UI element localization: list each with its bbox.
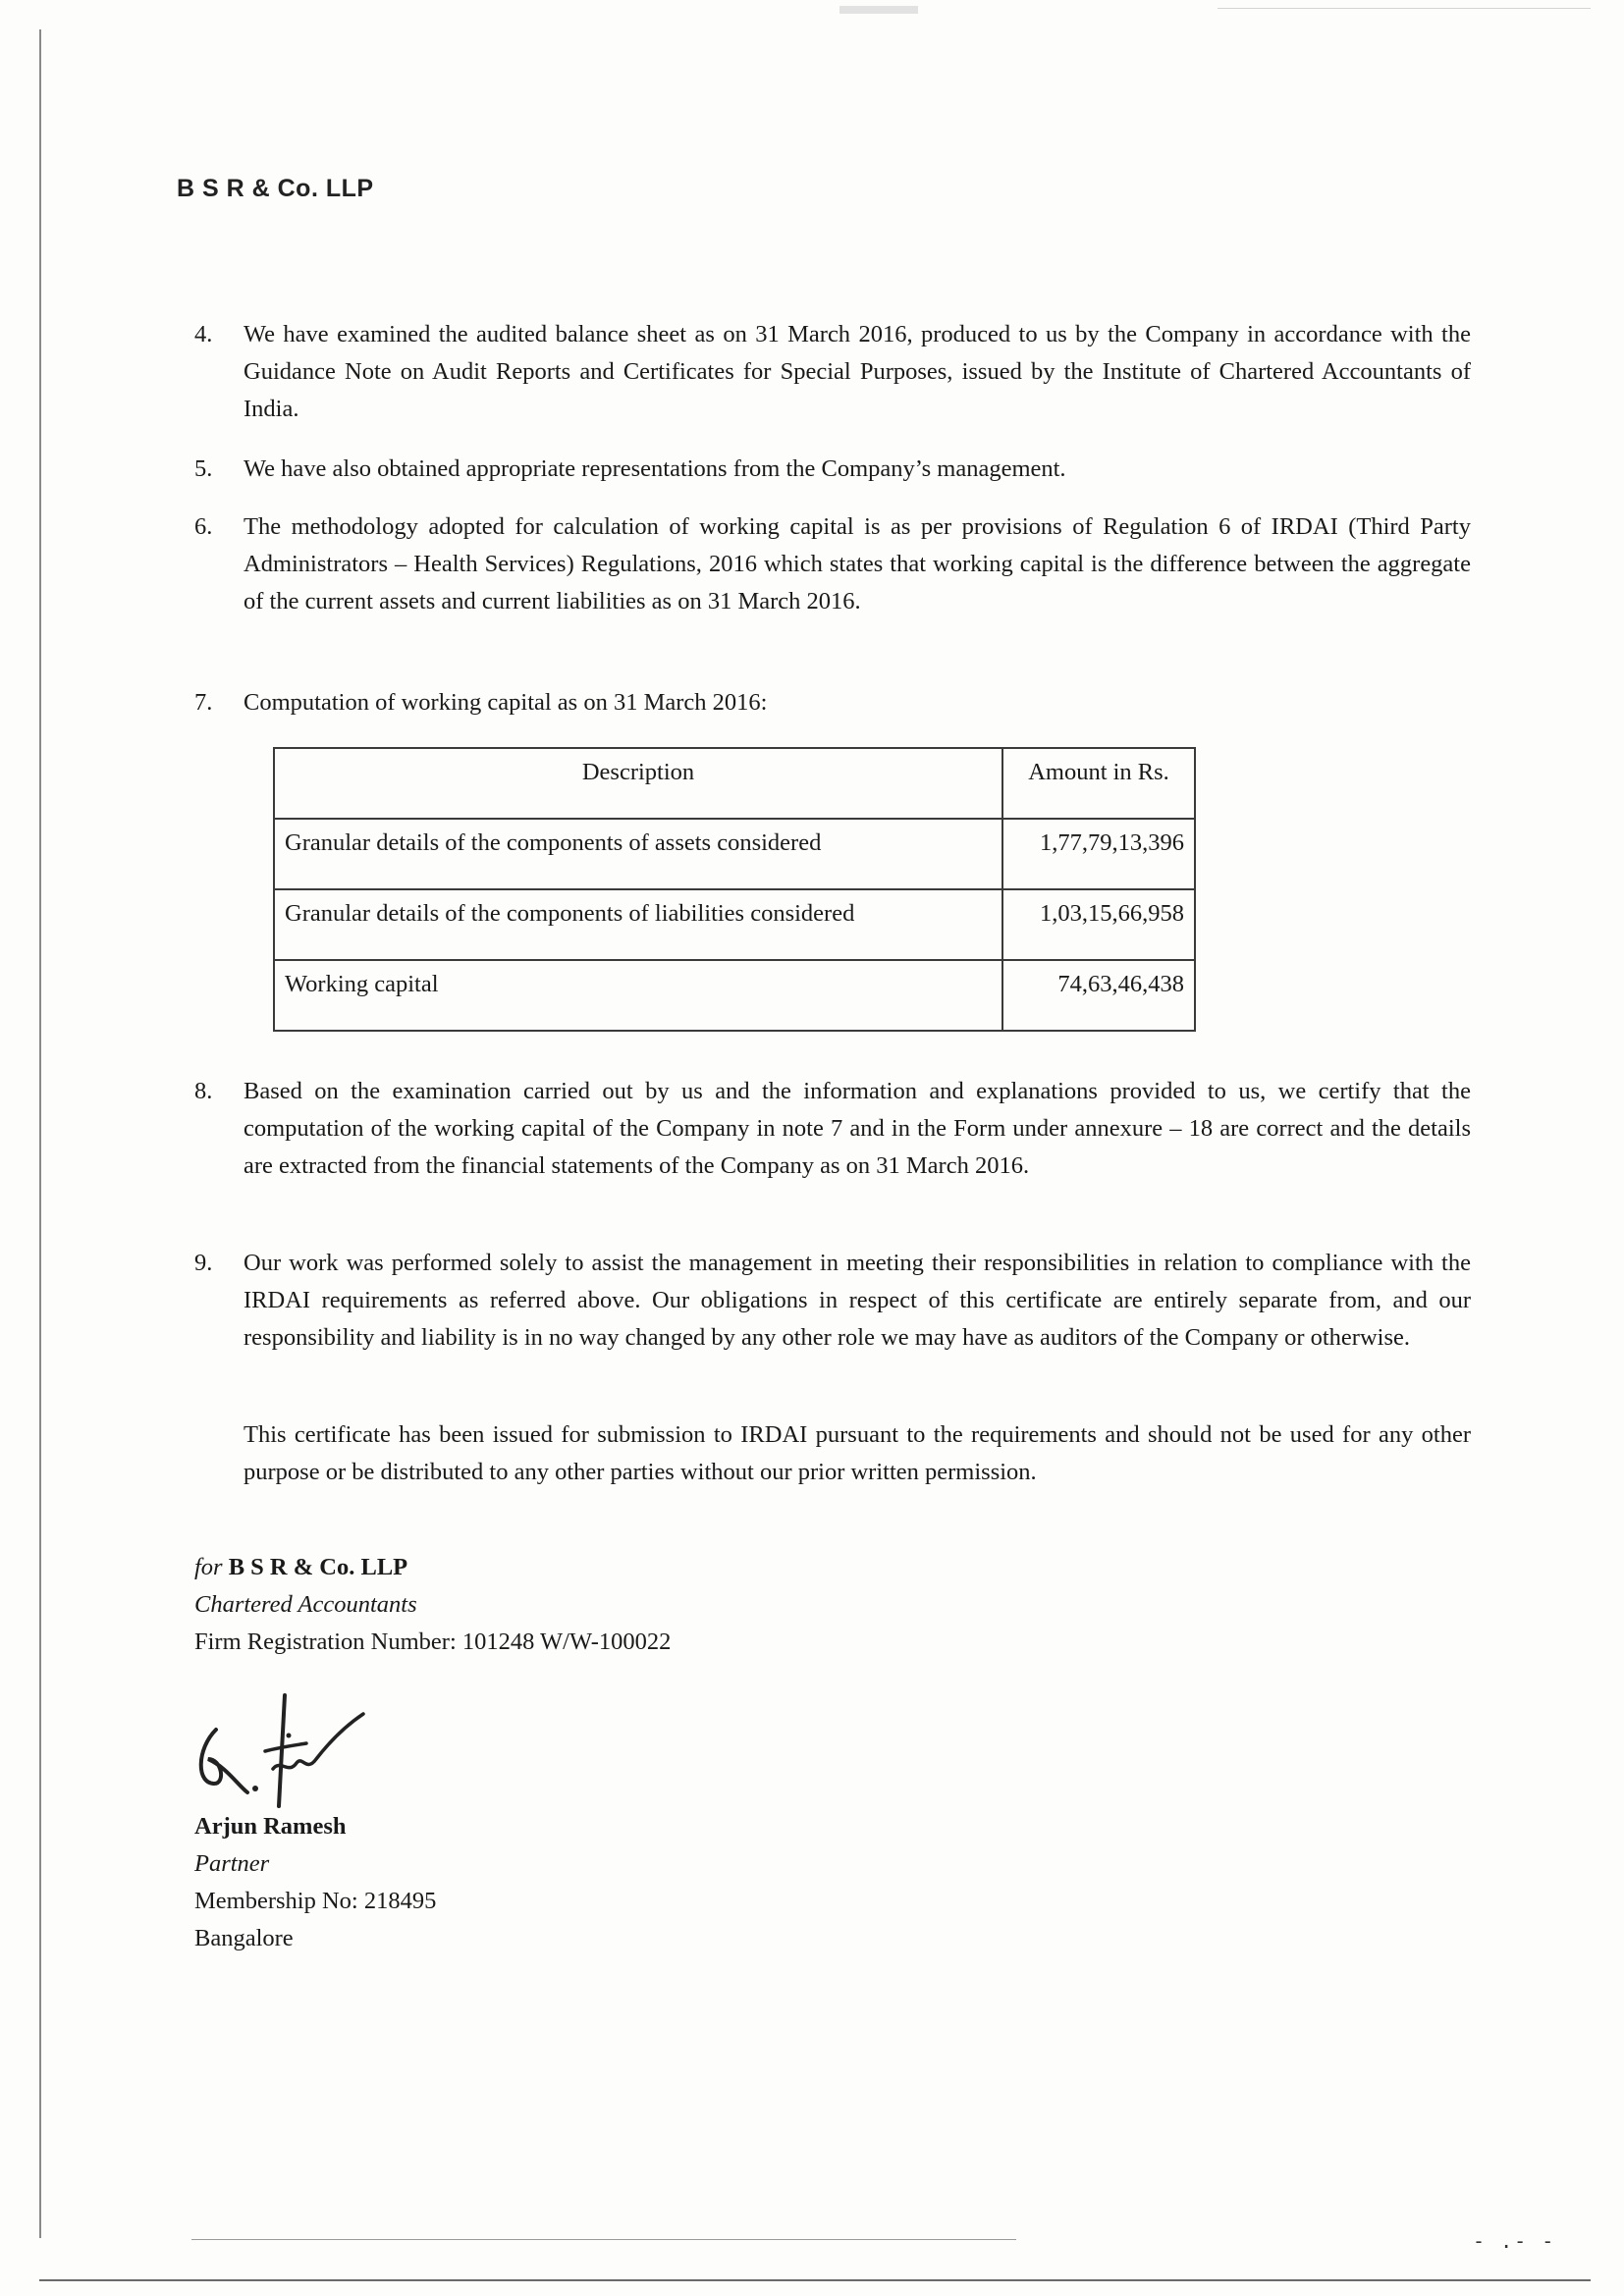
paragraph-number: 9.: [194, 1250, 213, 1276]
paragraph-number: 5.: [194, 455, 213, 482]
row-description: Working capital: [274, 960, 1002, 1031]
row-amount: 1,77,79,13,396: [1002, 819, 1195, 889]
paragraph-number: 8.: [194, 1078, 213, 1104]
paragraph-number: 6.: [194, 513, 213, 540]
signoff-firm: B S R & Co. LLP: [228, 1554, 408, 1580]
table-row: [274, 960, 1195, 1031]
paragraph-text: Based on the examination carried out by us and the information and explanations provided to us, we certify that the computation of the working capital of the Company in note 7 and in the Form under annexure – 18 are correct and the details are extracted from the financial statements of the Company as on 31 March 2016.: [244, 1078, 1471, 1179]
membership-number: Membership No: 218495: [194, 1888, 437, 1914]
paragraph-text: We have examined the audited balance sheet as on 31 March 2016, produced to us by the Company in accordance with the Guidance Note on Audit Reports and Certificates for Special Purposes, issued by the Institute of Chartered Accountants of India.: [244, 321, 1471, 422]
scan-bottom-rule: [191, 2239, 1016, 2240]
scan-dashes: - .- -: [1473, 2229, 1556, 2253]
partner-role: Partner: [194, 1850, 270, 1877]
paragraph-4: [194, 316, 1471, 428]
row-description: Granular details of the components of liabilities considered: [274, 889, 1002, 960]
paragraph-number: 4.: [194, 321, 213, 347]
closing-paragraph: This certificate has been issued for submission to IRDAI pursuant to the requirements and should not be used for any other purpose or be distributed to any other parties without our prior written permission.: [244, 1421, 1471, 1485]
place: Bangalore: [194, 1925, 294, 1951]
scan-top-line: [1218, 8, 1591, 9]
column-header-amount: Amount in Rs.: [1002, 748, 1195, 819]
row-description: Granular details of the components of assets considered: [274, 819, 1002, 889]
paragraph-5: [194, 451, 1471, 488]
paragraph-number: 7.: [194, 689, 213, 716]
paragraph-9: [194, 1245, 1471, 1357]
paragraph-text: Our work was performed solely to assist the management in meeting their responsibilities in relation to compliance with the IRDAI requirements as referred above. Our obligations in respect of this certificate are entirely separate from, and our responsibility and liability is in no way changed by any other role we may have as auditors of the Company or otherwise.: [244, 1250, 1471, 1351]
partner-block: [194, 1808, 436, 1957]
paragraph-text: We have also obtained appropriate representations from the Company’s management.: [244, 455, 1066, 482]
signoff-block: [194, 1549, 671, 1661]
scan-edge: [39, 29, 41, 2238]
signoff-firm-line: [194, 1549, 671, 1586]
row-amount: 1,03,15,66,958: [1002, 889, 1195, 960]
paragraph-8: [194, 1073, 1471, 1185]
paragraph-text: The methodology adopted for calculation of working capital is as per provisions of Regulation 6 of IRDAI (Third Party Administrators – Health Services) Regulations, 2016 which states that working capital is the difference between the aggregate of the current assets and current liabilities as on 31 March 2016.: [244, 513, 1471, 614]
working-capital-table: [273, 747, 1196, 1032]
signature-icon: [187, 1690, 373, 1808]
column-header-description: Description: [274, 748, 1002, 819]
signoff-designation: Chartered Accountants: [194, 1591, 417, 1618]
scan-smudge: [839, 6, 918, 14]
table-row: [274, 889, 1195, 960]
paragraph-6: [194, 508, 1471, 620]
paragraph-text: Computation of working capital as on 31 March 2016:: [244, 689, 768, 716]
for-prefix: for: [194, 1554, 223, 1580]
firm-registration: Firm Registration Number: 101248 W/W-100022: [194, 1629, 672, 1655]
partner-name: Arjun Ramesh: [194, 1813, 347, 1840]
table-row: [274, 819, 1195, 889]
firm-header: B S R & Co. LLP: [177, 175, 374, 202]
scan-bottom-edge: [39, 2279, 1591, 2281]
row-amount: 74,63,46,438: [1002, 960, 1195, 1031]
table-header-row: [274, 748, 1195, 819]
paragraph-7: [194, 684, 1471, 721]
